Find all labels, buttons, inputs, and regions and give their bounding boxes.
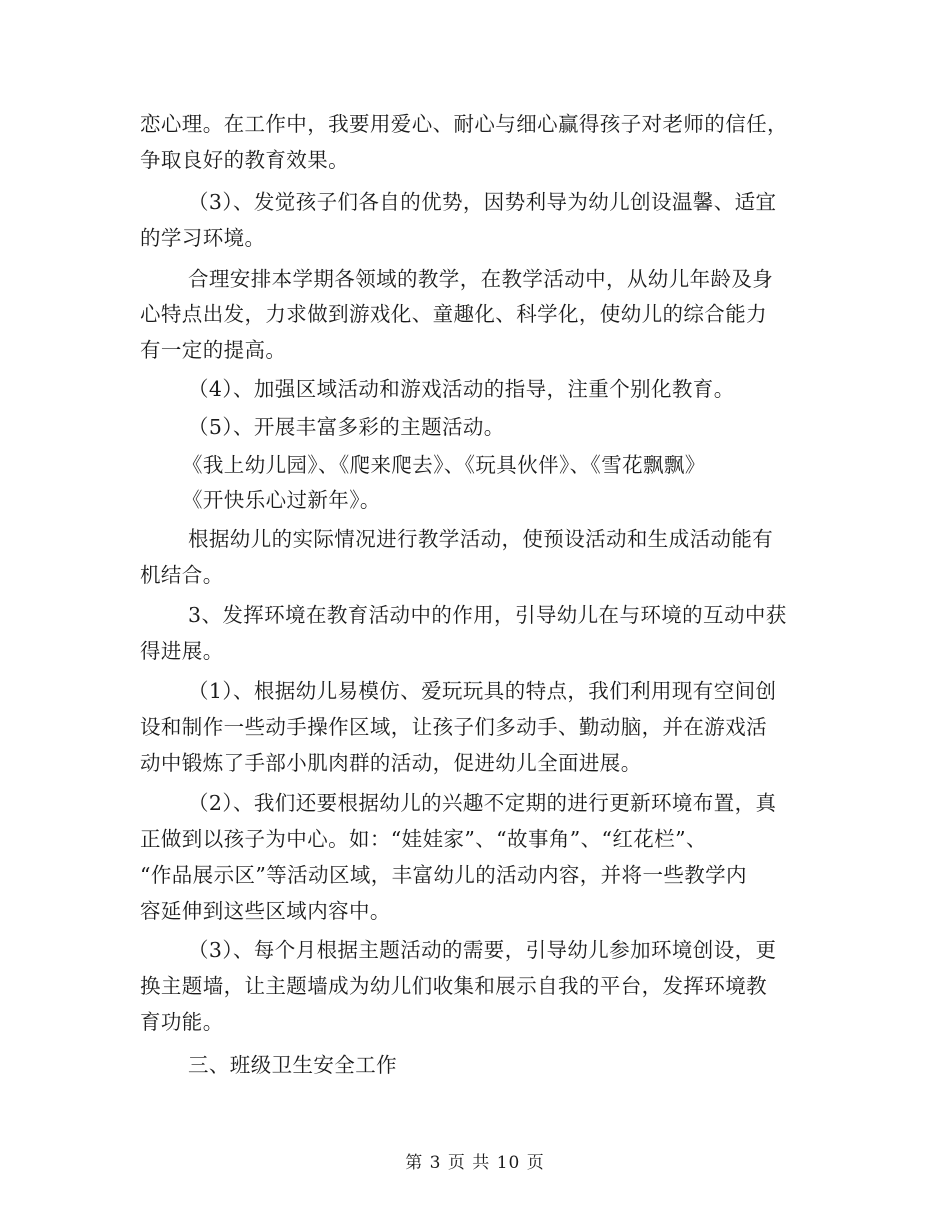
section-heading: 三、班级卫生安全工作 [188, 1053, 397, 1077]
text-line: （5）、开展丰富多彩的主题活动。 [188, 415, 505, 439]
text-line: 容延伸到这些区域内容中。 [140, 899, 391, 923]
text-line: 3、发挥环境在教育活动中的作用，引导幼儿在与环境的互动中获 [188, 603, 787, 627]
text-line: 心特点出发，力求做到游戏化、童趣化、科学化，使幼儿的综合能力 [140, 302, 767, 326]
text-line: 育功能。 [140, 1010, 224, 1034]
text-line: 得进展。 [140, 639, 224, 663]
text-line: 根据幼儿的实际情况进行教学活动，使预设活动和生成活动能有 [188, 527, 774, 551]
text-line: （1）、根据幼儿易模仿、爱玩玩具的特点，我们利用现有空间创 [188, 679, 777, 703]
text-line: （3）、发觉孩子们各自的优势，因势利导为幼儿创设温馨、适宜 [188, 190, 777, 214]
text-line: （4）、加强区域活动和游戏活动的指导，注重个别化教育。 [188, 377, 735, 401]
text-line: 恋心理。在工作中，我要用爱心、耐心与细心赢得孩子对老师的信任， [140, 112, 788, 136]
text-line: 《我上幼儿园》、《爬来爬去》、《玩具伙伴》、《雪花飘飘》 [182, 453, 706, 477]
text-line: （2）、我们还要根据幼儿的兴趣不定期的进行更新环境布置，真 [188, 791, 777, 815]
text-line: 机结合。 [140, 563, 224, 587]
page-number-footer: 第 3 页 共 10 页 [405, 1153, 545, 1173]
text-line: 动中锻炼了手部小肌肉群的活动，促进幼儿全面进展。 [140, 751, 642, 775]
text-line: 正做到以孩子为中心。如：“娃娃家”、“故事角”、“红花栏”、 [140, 827, 707, 851]
text-line: “作品展示区”等活动区域，丰富幼儿的活动内容，并将一些教学内 [140, 863, 747, 887]
text-line: 换主题墙，让主题墙成为幼儿们收集和展示自我的平台，发挥环境教 [140, 974, 767, 998]
text-line: 《开快乐心过新年》。 [182, 488, 381, 512]
text-line: 设和制作一些动手操作区域，让孩子们多动手、勤动脑，并在游戏活 [140, 715, 767, 739]
text-line: （3）、每个月根据主题活动的需要，引导幼儿参加环境创设，更 [188, 938, 777, 962]
text-line: 有一定的提高。 [140, 338, 287, 362]
text-line: 争取良好的教育效果。 [140, 148, 349, 172]
text-line: 的学习环境。 [140, 226, 266, 250]
text-line: 合理安排本学期各领域的教学，在教学活动中，从幼儿年龄及身 [188, 267, 774, 291]
